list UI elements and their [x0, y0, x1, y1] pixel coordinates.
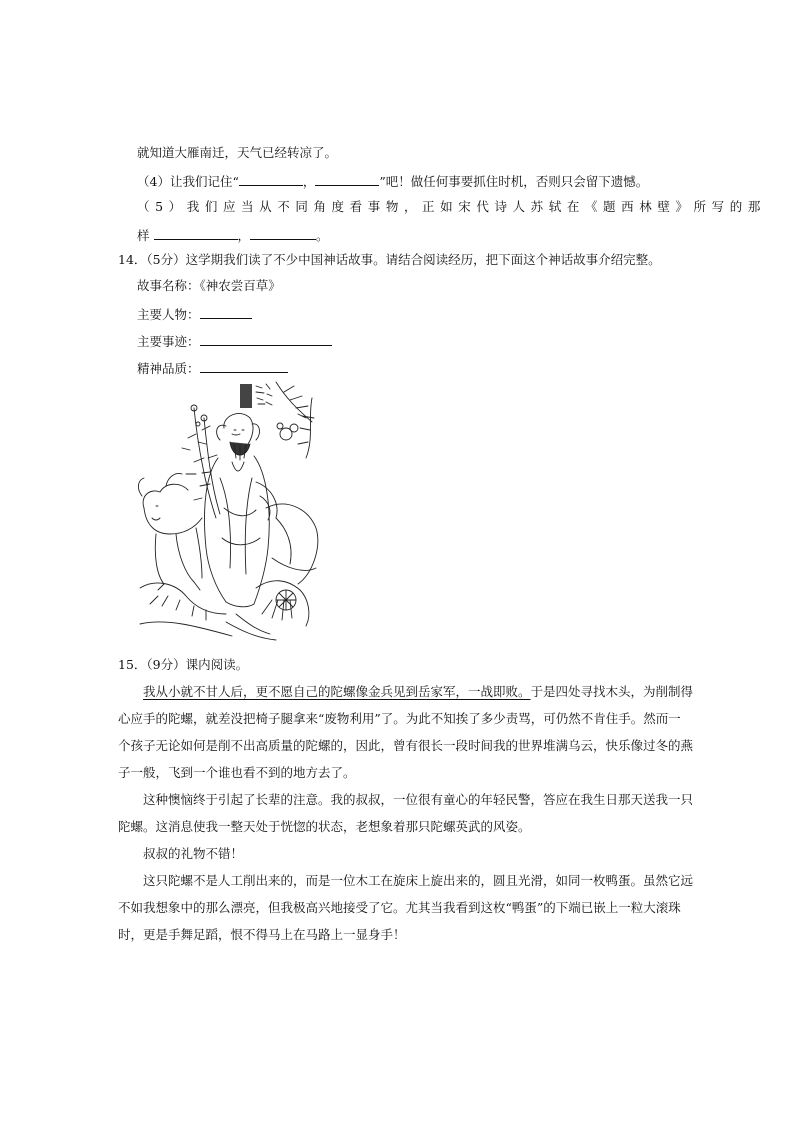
q13-line1: 就知道大雁南迁，天气已经转凉了。: [137, 145, 338, 160]
spirit-blank[interactable]: [200, 359, 288, 373]
q14-main-character: [137, 305, 252, 323]
q13-item4: [137, 172, 648, 190]
q13-item5-end: 。: [316, 228, 329, 243]
story-name-label: 故事名称：: [137, 278, 200, 293]
q13-item4-blank-2[interactable]: [315, 172, 379, 186]
story-name-value: 《神农尝百草》: [199, 278, 281, 293]
q13-item5-sep: ，: [237, 228, 251, 243]
q15-underlined-sentence: 我从小就不甘人后，更不愿自己的陀螺像金兵见到岳家军，一战即败。: [143, 684, 531, 699]
q15-p1-line3: 个孩子无论如何是削不出高质量的陀螺的，因此，曾有很长一段时间我的世界堆满乌云，快乐像过冬的燕: [118, 738, 694, 753]
q13-item4-blank-1[interactable]: [239, 172, 303, 186]
q13-item5-cont: [137, 226, 329, 244]
q15-p2-line1: 这种懊恼终于引起了长辈的注意。我的叔叔，一位很有童心的年轻民警，答应在我生日那天送我一只: [143, 792, 694, 807]
main-character-blank[interactable]: [200, 305, 252, 319]
q13-item5-blank-1[interactable]: [154, 226, 238, 240]
q14-spirit: [137, 359, 288, 377]
main-deeds-label: 主要事迹：: [137, 334, 200, 349]
q15-p1-line1: [143, 684, 693, 700]
q15-p2-line2: 陀螺。这消息使我一整天处于恍惚的状态，老想象着那只陀螺英武的风姿。: [118, 819, 531, 834]
q14-story-name: [137, 278, 281, 294]
q15-header: 15．（9分）课内阅读。: [118, 657, 249, 672]
foliage-bottom-left: [140, 583, 232, 636]
q15-p1-line2: 心应手的陀螺，就差没把椅子腿拿来“废物利用”了。为此不知挨了多少责骂，可仍然不肯住手。然而一: [118, 711, 681, 726]
main-character-label: 主要人物：: [137, 307, 200, 322]
herb-stalks: [182, 405, 220, 518]
shennong-figure: [205, 413, 278, 606]
q15-p4-line2: 不如我想象中的那么漂亮，但我极高兴地接受了它。尤其当我看到这枚“鸭蛋”的下端已嵌上一粒大滚珠: [118, 900, 681, 915]
q13-item5-blank-2[interactable]: [250, 226, 316, 240]
shennong-illustration: [136, 378, 322, 642]
spirit-label: 精神品质：: [137, 361, 200, 376]
q14-header: 14．（5分）这学期我们读了不少中国神话故事。请结合阅读经历，把下面这个神话故事介绍完整。: [118, 252, 661, 267]
q14-main-deeds: [137, 332, 332, 350]
seal-calligraphy: [240, 384, 272, 408]
rocks-and-plants: [226, 504, 318, 640]
foliage-top-right: [276, 382, 314, 458]
q15-p1-rest: 于是四处寻找木头，为削制得: [530, 684, 694, 699]
q13-item4-prefix: （4）让我们记住“: [137, 174, 239, 189]
q15-p4-line1: 这只陀螺不是人工削出来的，而是一位木工在旋床上旋出来的，圆且光滑，如同一枚鸭蛋。虽然它远: [143, 873, 694, 888]
q13-item4-suffix: ”吧！做任何事要抓住时机，否则只会留下遗憾。: [379, 174, 649, 189]
ox-figure: [138, 474, 202, 591]
q13-item5: （5）我们应当从不同角度看事物，正如宋代诗人苏轼在《题西林壁》所写的那: [137, 199, 766, 214]
q13-item4-sep: ，: [302, 174, 316, 189]
main-deeds-blank[interactable]: [200, 332, 332, 346]
q13-item5-cont-prefix: 样: [137, 228, 150, 243]
q15-p1-line4: 子一般，飞到一个谁也看不到的地方去了。: [118, 765, 356, 780]
q15-p4-line3: 时，更是手舞足蹈，恨不得马上在马路上一显身手！: [118, 927, 406, 942]
q15-p3: 叔叔的礼物不错！: [143, 846, 244, 861]
